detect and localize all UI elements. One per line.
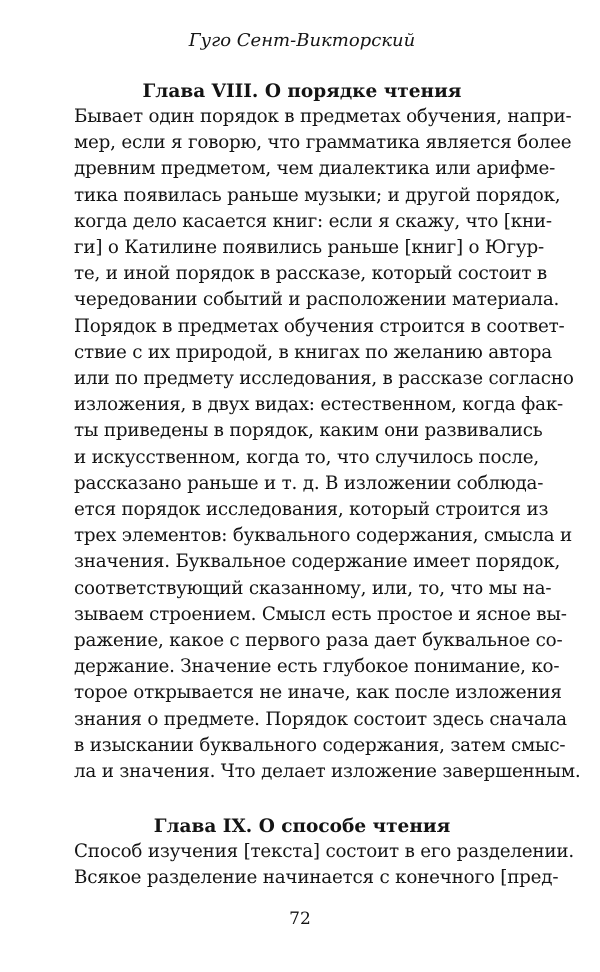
page-number: 72 — [289, 909, 311, 929]
running-head: Гуго Сент-Викторский — [188, 30, 416, 51]
chapter-9-title: Глава IX. О способе чтения — [153, 816, 451, 838]
text-line: значения. Буквальное содержание имеет порядок, — [74, 551, 561, 573]
text-line: в изыскании буквального содержания, затем смыс- — [74, 734, 566, 756]
text-line: ется порядок исследования, который строится из — [74, 499, 549, 521]
text-line: знания о предмете. Порядок состоит здесь сначала — [74, 708, 567, 730]
text-line: рассказано раньше и т. д. В изложении соблюда- — [74, 472, 544, 494]
text-line: Бывает один порядок в предметах обучения, напри- — [74, 106, 572, 127]
text-line: или по предмету исследования, в рассказе согласно — [74, 368, 574, 390]
text-line: изложения, в двух видах: естественном, когда фак- — [74, 394, 564, 416]
text-line: тика появилась раньше музыки; и другой порядок, — [74, 184, 561, 206]
text-line: ты приведены в порядок, каким они развивались — [74, 420, 543, 442]
text-line: мер, если я говорю, что грамматика является более — [74, 132, 572, 154]
chapter-8-section — [74, 80, 581, 785]
chapter-9-body — [74, 839, 574, 891]
chapter-8-body — [74, 104, 581, 785]
text-line: Всякое разделение начинается с конечного [пред- — [74, 867, 559, 889]
book-page — [74, 30, 581, 892]
text-line: и искусственном, когда то, что случилось после, — [74, 446, 540, 468]
text-line: ствие с их природой, в книгах по желанию автора — [74, 341, 552, 363]
text-line: зываем строением. Смысл есть простое и ясное вы- — [74, 603, 567, 625]
chapter-9-section — [74, 815, 574, 891]
text-line: когда дело касается книг: если я скажу, что [кни- — [74, 210, 552, 232]
text-line: соответствующий сказанному, или, то, что мы на- — [74, 577, 552, 599]
text-line: ражение, какое с первого раза дает буквальное со- — [74, 630, 563, 652]
text-line: древним предметом, чем диалектика или арифме- — [74, 158, 556, 180]
text-line: ла и значения. Что делает изложение завершенным. — [74, 761, 581, 783]
text-line: Порядок в предметах обучения строится в соответ- — [74, 315, 565, 337]
text-line: те, и иной порядок в рассказе, который состоит в — [74, 263, 547, 285]
text-line: чередовании событий и расположении материала. — [74, 289, 560, 311]
text-line: трех элементов: буквального содержания, смысла и — [74, 525, 572, 547]
text-line: торое открывается не иначе, как после изложения — [74, 682, 562, 704]
text-line: Способ изучения [текста] состоит в его разделении. — [74, 841, 574, 863]
text-line: ги] о Катилине появились раньше [книг] о Югур- — [74, 237, 544, 259]
chapter-8-title: Глава VIII. О порядке чтения — [142, 81, 462, 102]
text-line: держание. Значение есть глубокое понимание, ко- — [74, 656, 560, 678]
